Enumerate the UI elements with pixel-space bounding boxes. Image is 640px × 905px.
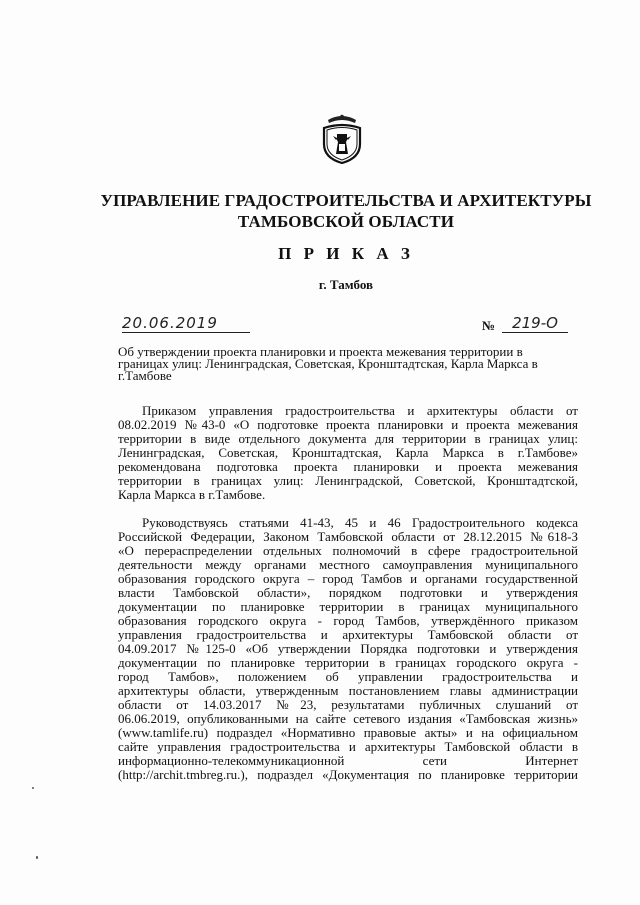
document-type-title: П Р И К А З bbox=[278, 244, 414, 263]
text-line: Карла Маркса в г.Тамбове. bbox=[118, 488, 266, 502]
text-line: «О перераспределении отдельных полномочий в сфере градостроительной bbox=[118, 544, 578, 558]
handwritten-date: 20.06.2019 bbox=[122, 314, 250, 333]
agency-name-line2: ТАМБОВСКОЙ ОБЛАСТИ bbox=[237, 212, 455, 231]
text-line: управления градостроительства и архитектуры Тамбовской области от bbox=[118, 628, 578, 642]
text-line: документации по планировке территории в границах городского округа - bbox=[118, 656, 578, 670]
text-line: город Тамбов», положением об управлении градостроительства и bbox=[118, 670, 578, 684]
handwritten-order-number: 219-О bbox=[502, 314, 568, 333]
text-line: 08.02.2019 №43-0 «О подготовке проекта планировки и проекта межевания bbox=[118, 418, 578, 432]
text-line: архитектуры области, утвержденным постановлением главы администрации bbox=[118, 684, 578, 698]
text-line: Руководствуясь статьями 41-43, 45 и 46 Градостроительного кодекса bbox=[142, 516, 578, 530]
city-label: г. Тамбов bbox=[318, 277, 374, 292]
text-line: Ленинградская, Советская, Кронштадтская, Карла Маркса в г.Тамбове» bbox=[118, 446, 578, 460]
text-line: (http://archit.tmbreg.ru.), подраздел «Документация по планировке территории bbox=[118, 768, 578, 782]
text-line: сайте управления градостроительства и архитектуры Тамбовской области в bbox=[118, 740, 578, 754]
text-line: 04.09.2017 №125-0 «Об утверждении Порядка подготовки и утверждения bbox=[118, 642, 578, 656]
text-line: деятельности между органами местного самоуправления муниципального bbox=[118, 558, 578, 572]
text-line: Российской Федерации, Законом Тамбовской области от 28.12.2015 №618-З bbox=[118, 530, 578, 544]
text-line: 06.06.2019, опубликованными на сайте сетевого издания «Тамбовская жизнь» bbox=[118, 712, 578, 726]
text-line: территории в виде отдельного документа для территории в границах улиц: bbox=[118, 432, 578, 446]
agency-name-line1: УПРАВЛЕНИЕ ГРАДОСТРОИТЕЛЬСТВА И АРХИТЕКТУРЫ bbox=[100, 191, 592, 210]
text-line: образования городского округа - город Тамбов, утверждённого приказом bbox=[118, 614, 578, 628]
text-line: (www.tamlife.ru) подраздел «Нормативно правовые акты» и на официальном bbox=[118, 726, 578, 740]
text-line: Приказом управления градостроительства и архитектуры области от bbox=[142, 404, 578, 418]
text-line: рекомендована подготовка проекта планировки и проекта межевания bbox=[118, 460, 578, 474]
scan-speck bbox=[32, 787, 34, 789]
scan-speck bbox=[36, 856, 38, 859]
subject-line: г.Тамбове bbox=[118, 368, 172, 383]
tambov-coat-of-arms-icon bbox=[322, 114, 362, 164]
subject-line: Об утверждении проекта планировки и проекта межевания территории в bbox=[118, 344, 523, 359]
subject-line: границах улиц: Ленинградская, Советская, Кронштадтская, Карла Маркса в bbox=[118, 356, 538, 371]
text-line: образования городского округа – город Тамбов и органами государственной bbox=[118, 572, 578, 586]
text-line: информационно-телекоммуникационной сети Интернет bbox=[118, 754, 578, 768]
text-line: власти Тамбовской области», порядком подготовки и утверждения bbox=[118, 586, 578, 600]
order-subject bbox=[118, 346, 574, 382]
text-line: территории в границах улиц: Ленинградской, Советской, Кронштадтской, bbox=[118, 474, 578, 488]
order-number-label: № bbox=[482, 318, 496, 333]
text-line: документации по планировке территории в границах муниципального bbox=[118, 600, 578, 614]
paragraph-legal-basis bbox=[118, 516, 578, 782]
paragraph-preamble bbox=[118, 404, 578, 502]
text-line: области от 14.03.2017 №23, результатами публичных слушаний от bbox=[118, 698, 578, 712]
